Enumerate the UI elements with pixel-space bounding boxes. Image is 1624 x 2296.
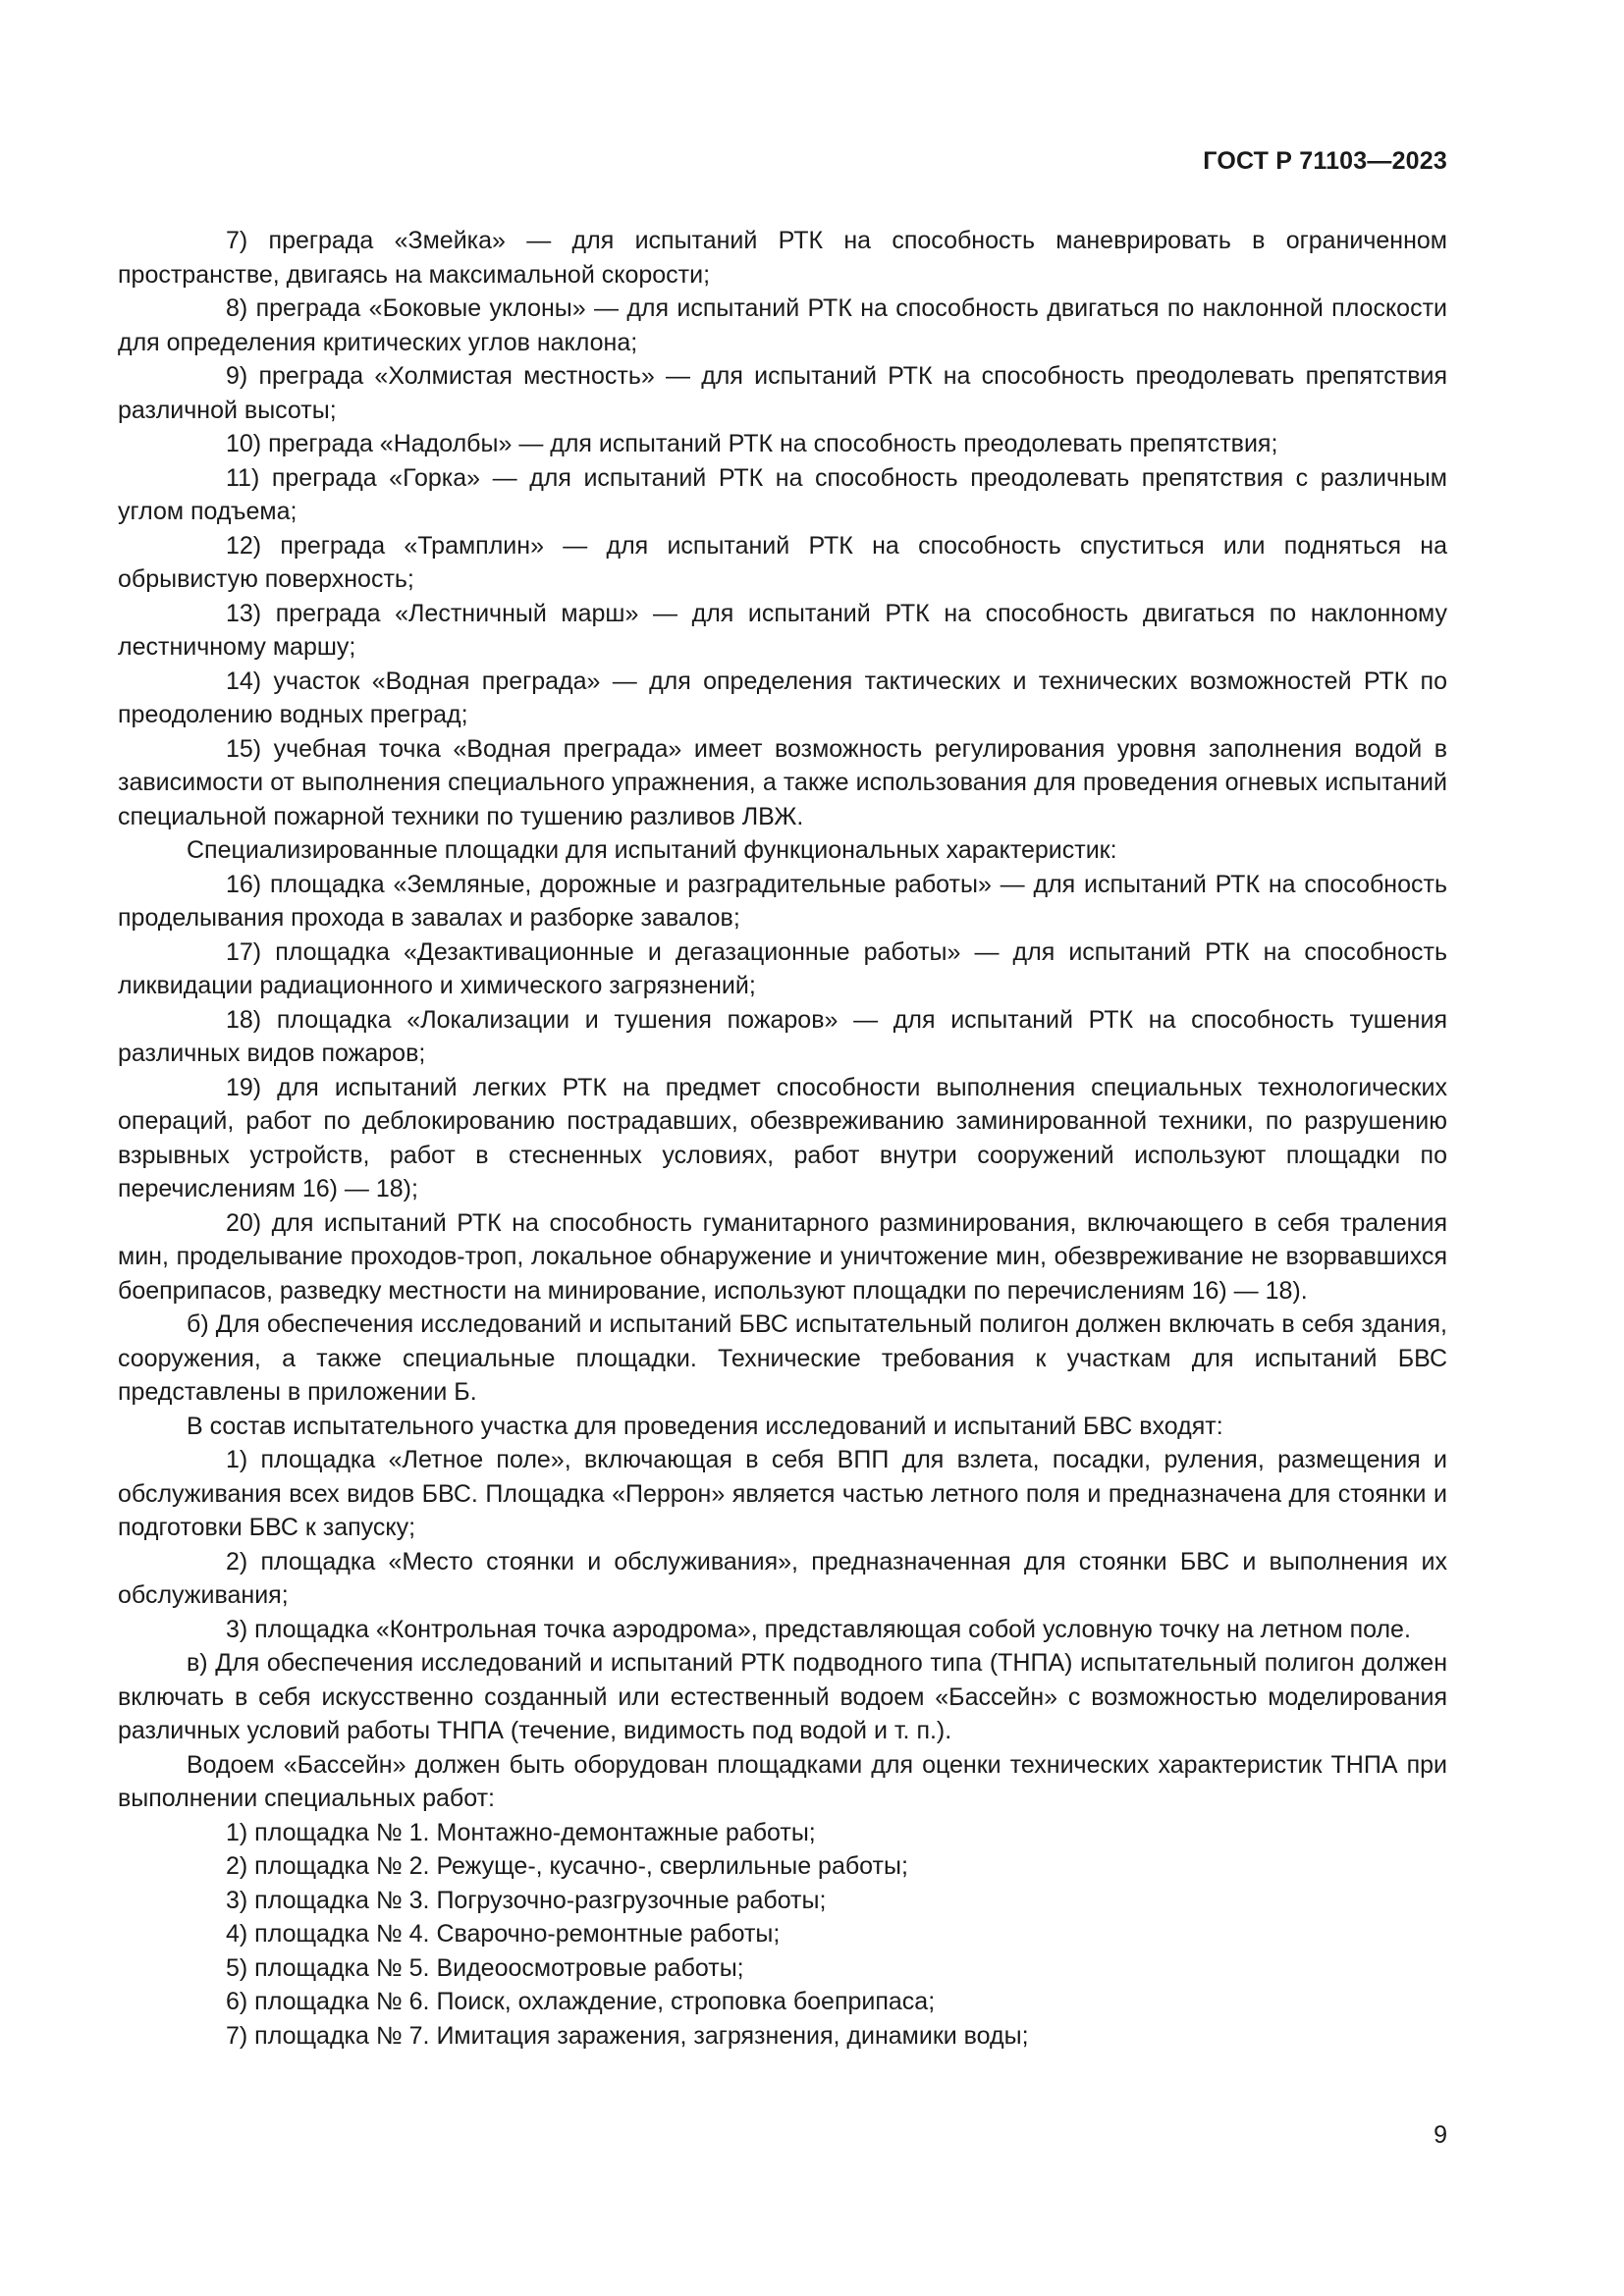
list-item: 7) преграда «Змейка» — для испытаний РТК на способность маневрировать в ограниченном пространстве, двигаясь на максимальной скорости; bbox=[118, 227, 1447, 289]
page-number: 9 bbox=[1434, 2121, 1447, 2149]
paragraph: Водоем «Бассейн» должен быть оборудован площадками для оценки технических характеристик ТНПА при выполнении специальных работ: bbox=[118, 1750, 1447, 1812]
list-item: 10) преграда «Надолбы» — для испытаний РТК на способность преодолевать препятствия; bbox=[226, 430, 1278, 457]
list-item: 9) преграда «Холмистая местность» — для испытаний РТК на способность преодолевать препятствия различной высоты; bbox=[118, 362, 1447, 424]
list-item: 7) площадка № 7. Имитация заражения, загрязнения, динамики воды; bbox=[226, 2021, 1029, 2050]
list-item: 14) участок «Водная преграда» — для определения тактических и технических возможностей РТК по преодолению водных преград; bbox=[118, 667, 1447, 728]
list-item: 15) учебная точка «Водная преграда» имеет возможность регулирования уровня заполнения водой в зависимости от выполнения специального упражнения, а также использования для проведения огневых испытаний специальной пожарной техники по тушению разливов ЛВЖ. bbox=[118, 734, 1447, 830]
list-item: 12) преграда «Трамплин» — для испытаний РТК на способность спуститься или подняться на обрывистую поверхность; bbox=[118, 531, 1447, 593]
list-item: 1) площадка «Летное поле», включающая в себя ВПП для взлета, посадки, руления, размещения и обслуживания всех видов БВС. Площадка «Перрон» является частью летного поля и предназначена для стоянки и подготовки БВС к запуску; bbox=[118, 1446, 1447, 1541]
list-item: 2) площадка № 2. Режуще-, кусачно-, сверлильные работы; bbox=[226, 1852, 908, 1880]
list-item: 5) площадка № 5. Видеоосмотровые работы; bbox=[226, 1953, 744, 1982]
list-item: 20) для испытаний РТК на способность гуманитарного разминирования, включающего в себя траления мин, проделывание проходов-троп, локальное обнаружение и уничтожение мин, обезвреживание не взорвавшихся боеприпасов, разведку местности на минирование, используют площадки по перечислениям 16) — 18). bbox=[118, 1208, 1447, 1305]
standard-header: ГОСТ Р 71103—2023 bbox=[1203, 147, 1447, 175]
list-item: 2) площадка «Место стоянки и обслуживания», предназначенная для стоянки БВС и выполнения их обслуживания; bbox=[118, 1547, 1447, 1609]
list-item: 3) площадка «Контрольная точка аэродрома», представляющая собой условную точку на летном поле. bbox=[226, 1615, 1411, 1643]
list-item: 19) для испытаний легких РТК на предмет способности выполнения специальных технологических операций, работ по деблокированию пострадавших, обезвреживанию заминированной техники, по разрушению взрывных устройств, работ в стесненных условиях, работ внутри сооружений используют площадки по перечислениям 16) — 18); bbox=[118, 1073, 1447, 1202]
list-item: 1) площадка № 1. Монтажно-демонтажные работы; bbox=[226, 1818, 816, 1846]
list-item: 6) площадка № 6. Поиск, охлаждение, строповка боеприпаса; bbox=[226, 1988, 936, 2015]
list-item: 16) площадка «Земляные, дорожные и разградительные работы» — для испытаний РТК на способность проделывания прохода в завалах и разборке завалов; bbox=[118, 870, 1447, 932]
list-item: 18) площадка «Локализации и тушения пожаров» — для испытаний РТК на способность тушения различных видов пожаров; bbox=[118, 1005, 1447, 1067]
list-item: 11) преграда «Горка» — для испытаний РТК на способность преодолевать препятствия с различным углом подъема; bbox=[118, 463, 1447, 525]
list-item: 8) преграда «Боковые уклоны» — для испытаний РТК на способность двигаться по наклонной плоскости для определения критических углов наклона; bbox=[118, 294, 1447, 356]
paragraph: В состав испытательного участка для проведения исследований и испытаний БВС входят: bbox=[187, 1412, 1223, 1440]
list-item: 4) площадка № 4. Сварочно-ремонтные работы; bbox=[226, 1920, 781, 1948]
list-item: 3) площадка № 3. Погрузочно-разгрузочные работы; bbox=[226, 1886, 827, 1914]
paragraph: в) Для обеспечения исследований и испытаний РТК подводного типа (ТНПА) испытательный полигон должен включать в себя искусственно созданный или естественный водоем «Бассейн» с возможностью моделирования различных условий работы ТНПА (течение, видимость под водой и т. п.). bbox=[118, 1649, 1447, 1744]
paragraph: б) Для обеспечения исследований и испытаний БВС испытательный полигон должен включать в себя здания, сооружения, а также специальные площадки. Технические требования к участкам для испытаний БВС представлены в приложении Б. bbox=[118, 1310, 1447, 1406]
body-text bbox=[118, 224, 1447, 2053]
list-item: 17) площадка «Дезактивационные и дегазационные работы» — для испытаний РТК на способность ликвидации радиационного и химического загрязнений; bbox=[118, 937, 1447, 999]
list-item: 13) преграда «Лестничный марш» — для испытаний РТК на способность двигаться по наклонному лестничному маршу; bbox=[118, 599, 1447, 661]
paragraph: Специализированные площадки для испытаний функциональных характеристик: bbox=[187, 836, 1117, 864]
